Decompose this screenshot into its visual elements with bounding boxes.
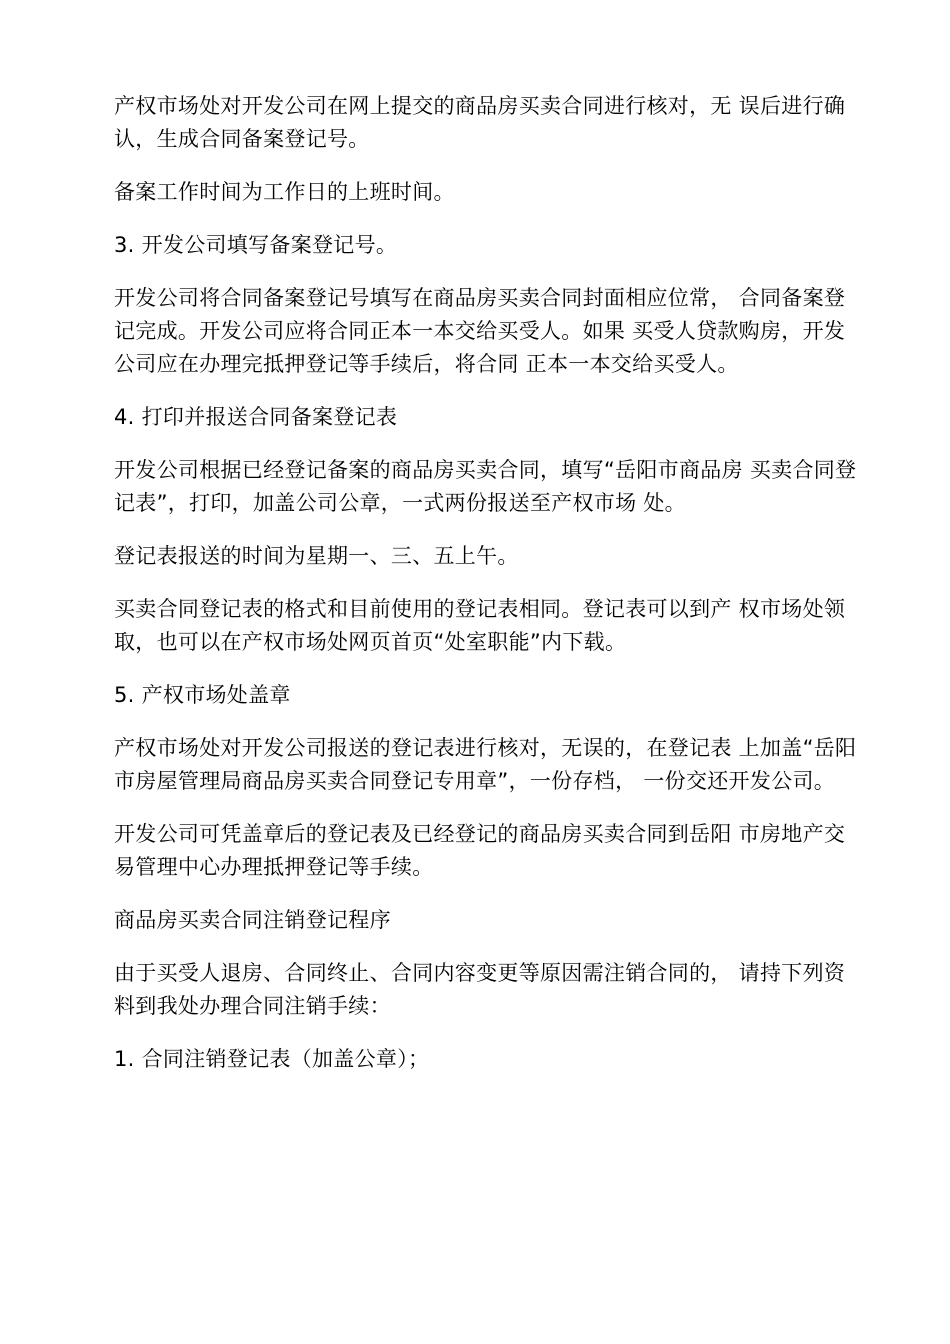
paragraph-mortgage: 开发公司可凭盖章后的登记表及已经登记的商品房买卖合同到岳阳 市房地产交易管理中心办理抵押登记等手续。 bbox=[114, 822, 846, 879]
paragraph-filing-hours: 备案工作时间为工作日的上班时间。 bbox=[114, 180, 455, 204]
paragraph-cancellation-materials: 由于买受人退房、合同终止、合同内容变更等原因需注销合同的， 请持下列资料到我处办理合同注销手续： bbox=[114, 961, 846, 1018]
heading-step-5: 5. 产权市场处盖章 bbox=[114, 683, 291, 707]
paragraph-verification: 产权市场处对开发公司在网上提交的商品房买卖合同进行核对，无 误后进行确认，生成合同备案登记号。 bbox=[114, 94, 846, 151]
heading-cancellation: 商品房买卖合同注销登记程序 bbox=[114, 908, 391, 932]
paragraph-seal: 产权市场处对开发公司报送的登记表进行核对，无误的，在登记表 上加盖“岳阳市房屋管理局商品房买卖合同登记专用章”，一份存档， 一份交还开发公司。 bbox=[114, 736, 857, 793]
paragraph-form-format: 买卖合同登记表的格式和目前使用的登记表相同。登记表可以到产 权市场处领取，也可以在产权市场处网页首页“处室职能”内下载。 bbox=[114, 597, 846, 654]
paragraph-fill-number: 开发公司将合同备案登记号填写在商品房买卖合同封面相应位常， 合同备案登记完成。开发公司应将合同正本一本交给买受人。如果 买受人贷款购房，开发公司应在办理完抵押登记等手续后，将合同 正本一本交给买受人。 bbox=[114, 286, 846, 376]
document-body bbox=[114, 90, 864, 1096]
heading-step-4: 4. 打印并报送合同备案登记表 bbox=[114, 405, 398, 429]
paragraph-submission-time: 登记表报送的时间为星期一、三、五上午。 bbox=[114, 544, 519, 568]
paragraph-print-form: 开发公司根据已经登记备案的商品房买卖合同，填写“岳阳市商品房 买卖合同登记表”，打印，加盖公司公章，一式两份报送至产权市场 处。 bbox=[114, 458, 857, 515]
list-item-1: 1. 合同注销登记表（加盖公章）； bbox=[114, 1047, 430, 1071]
heading-step-3: 3. 开发公司填写备案登记号。 bbox=[114, 233, 398, 257]
